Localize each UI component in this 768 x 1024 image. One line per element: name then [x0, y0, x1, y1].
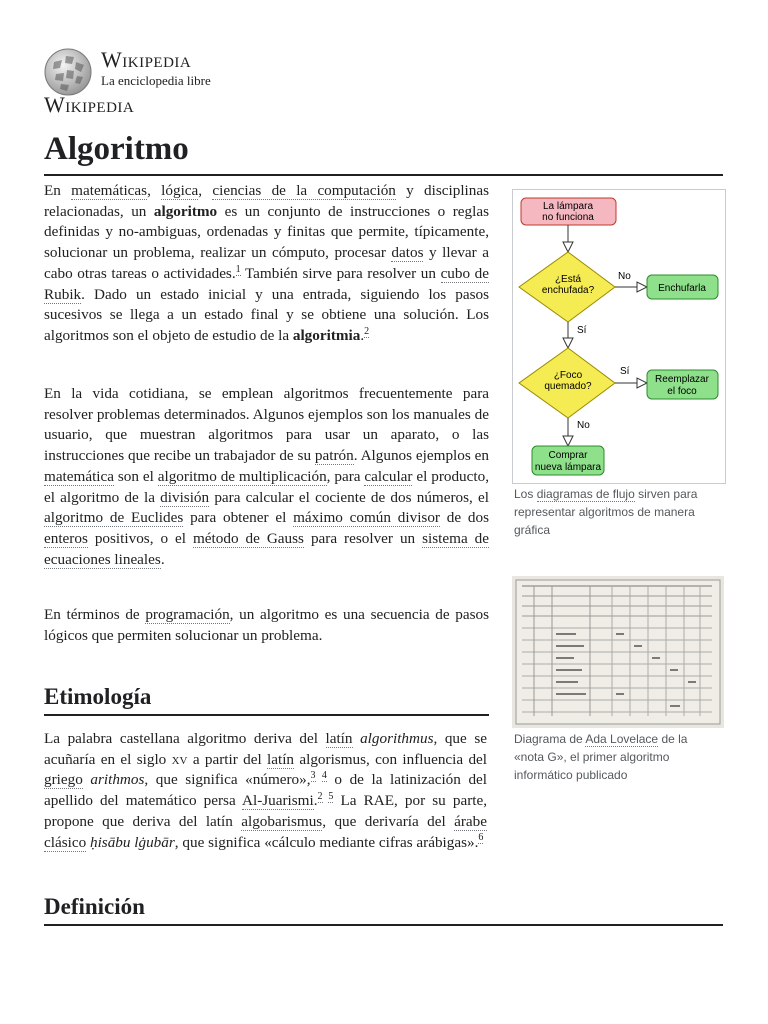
reference-2[interactable]: 2: [364, 325, 370, 337]
link-calcular[interactable]: calcular: [364, 467, 413, 485]
examples-paragraph: En la vida cotidiana, se emplean algoritmos frecuentemente para resolver problemas determinados. Algunos ejemplos son los manuales de usuario, que muestran algoritmos para usar un aparato, o las instrucciones que recibe un trabajador de su patrón. Algunos ejemplos en matemática son el algoritmo de multiplicación, para calcular el producto, el algoritmo de la división para calcular el cociente de dos números, el algoritmo de Euclides para obtener el máximo común divisor de dos enteros positivos, o el método de Gauss para resolver un sistema de ecuaciones lineales.: [44, 385, 490, 568]
svg-text:¿Está: ¿Está: [554, 274, 582, 285]
page-title: Algoritmo: [44, 128, 723, 176]
link-matematica[interactable]: matemática: [44, 467, 114, 485]
lovelace-table-drawing: [512, 576, 724, 728]
heading-etimologia: Etimología: [44, 682, 489, 716]
arrow-icon: [563, 338, 573, 348]
svg-text:quemado?: quemado?: [544, 381, 592, 392]
term-algoritmia: algoritmia: [292, 326, 361, 344]
flowchart-caption: Los diagramas de flujo sirven para representar algoritmos de manera gráfica: [514, 487, 698, 537]
link-maximo-comun-divisor[interactable]: máximo común divisor: [293, 509, 440, 527]
svg-text:no funciona: no funciona: [542, 212, 594, 223]
tagline: La enciclopedia libre: [101, 73, 211, 88]
link-ciencias-computacion[interactable]: ciencias de la computación: [212, 182, 396, 199]
wikipedia-globe-icon[interactable]: [44, 48, 92, 96]
svg-text:el foco: el foco: [667, 386, 697, 397]
link-datos[interactable]: datos: [391, 244, 424, 262]
link-programacion[interactable]: programación: [145, 606, 230, 623]
link-algoritmo-euclides[interactable]: algoritmo de Euclides: [44, 509, 184, 527]
link-al-juarismi[interactable]: Al-Juarismi: [242, 792, 314, 810]
link-latin[interactable]: latín: [325, 730, 353, 747]
reference-2b[interactable]: 2: [317, 791, 323, 803]
site-header: [44, 44, 344, 116]
link-sistema-ecuaciones[interactable]: sistema de ecuaciones lineales: [44, 529, 489, 568]
svg-text:Sí: Sí: [577, 325, 587, 336]
reference-1[interactable]: 1: [235, 263, 241, 275]
reference-4[interactable]: 4: [321, 770, 327, 782]
term-algoritmo: algoritmo: [153, 202, 218, 220]
svg-text:¿Foco: ¿Foco: [553, 370, 583, 381]
svg-text:Enchufarla: Enchufarla: [658, 283, 706, 294]
intro-paragraph: En matemáticas, lógica, ciencias de la computación y disciplinas relacionadas, un algoritmo es un conjunto de instrucciones o reglas definidas y no-ambiguas, ordenadas y finitas que permite, típicamente, solucionar un problema, realizar un cómputo, procesar datos y llevar a cabo otras tareas o actividades.$^1$ También sirve para resolver un cubo de Rubik. Dado un estado inicial y una entrada, siguiendo los pasos sucesivos se llega a un estado final y se obtiene una solución. Los algoritmos son el objeto de estudio de la algoritmia.$^2$: [44, 182, 490, 344]
svg-text:No: No: [577, 420, 590, 431]
flowchart-diagram: [513, 190, 725, 483]
etymology-paragraph: La palabra castellana algoritmo deriva del latín algorithmus, que se acuñaría en el siglo xv a partir del latín algorismus, con influencia del griego arithmos, que significa «número»,$^{3 4}$ o de la latinización del apellido del matemático persa Al-Juarismi.$^{2 5}$ La RAE, por su parte, propone que deriva del latín algobarismus, que derivaría del árabe clásico ḥisābu lġubār, que significa «cálculo mediante cifras arábigas».$^6$: [44, 730, 488, 851]
svg-text:La lámpara: La lámpara: [542, 201, 594, 212]
lovelace-caption: Diagrama de Ada Lovelace de la «nota G», el primer algoritmo informático publicado: [514, 732, 688, 782]
reference-3[interactable]: 3: [310, 770, 316, 782]
svg-text:Reemplazar: Reemplazar: [655, 374, 709, 385]
reference-6[interactable]: 6: [478, 832, 484, 844]
heading-definicion: Definición: [44, 892, 723, 926]
flowchart-figure[interactable]: [512, 189, 726, 484]
section-definicion: [44, 892, 723, 926]
link-division[interactable]: división: [160, 488, 210, 506]
lovelace-diagram-image[interactable]: [512, 576, 724, 728]
wordmark-secondary: Wikipedia: [44, 92, 135, 117]
link-griego[interactable]: griego: [44, 771, 83, 789]
programming-paragraph: En términos de programación, un algoritmo es una secuencia de pasos lógicos que permiten solucionar un problema.: [44, 606, 489, 644]
link-algoritmo-multiplicacion[interactable]: algoritmo de multiplicación: [157, 467, 327, 485]
link-patron[interactable]: patrón: [314, 447, 354, 465]
arrow-icon: [563, 436, 573, 446]
svg-text:Comprar: Comprar: [548, 450, 588, 461]
link-cubo-rubik[interactable]: cubo de Rubik: [44, 264, 490, 303]
link-diagramas-flujo[interactable]: diagramas de flujo: [536, 487, 635, 501]
section-etimologia: [44, 682, 489, 716]
link-algobarismus[interactable]: algobarismus: [241, 812, 323, 830]
link-matematicas[interactable]: matemáticas: [71, 182, 148, 199]
link-metodo-gauss[interactable]: método de Gauss: [192, 529, 304, 547]
arrow-icon: [637, 282, 647, 292]
arrow-icon: [637, 378, 647, 388]
reference-5[interactable]: 5: [328, 791, 334, 803]
link-latin-2[interactable]: latín: [267, 750, 295, 768]
link-enteros[interactable]: enteros: [44, 529, 88, 547]
link-arabe-clasico[interactable]: árabe clásico: [44, 812, 487, 851]
svg-text:No: No: [618, 271, 631, 282]
link-ada-lovelace[interactable]: Ada Lovelace: [585, 732, 659, 746]
wordmark[interactable]: Wikipedia: [101, 47, 192, 72]
svg-text:Sí: Sí: [620, 366, 630, 377]
link-logica[interactable]: lógica: [161, 182, 199, 199]
svg-text:nueva lámpara: nueva lámpara: [534, 462, 602, 473]
arrow-icon: [563, 242, 573, 252]
svg-text:enchufada?: enchufada?: [541, 285, 595, 296]
